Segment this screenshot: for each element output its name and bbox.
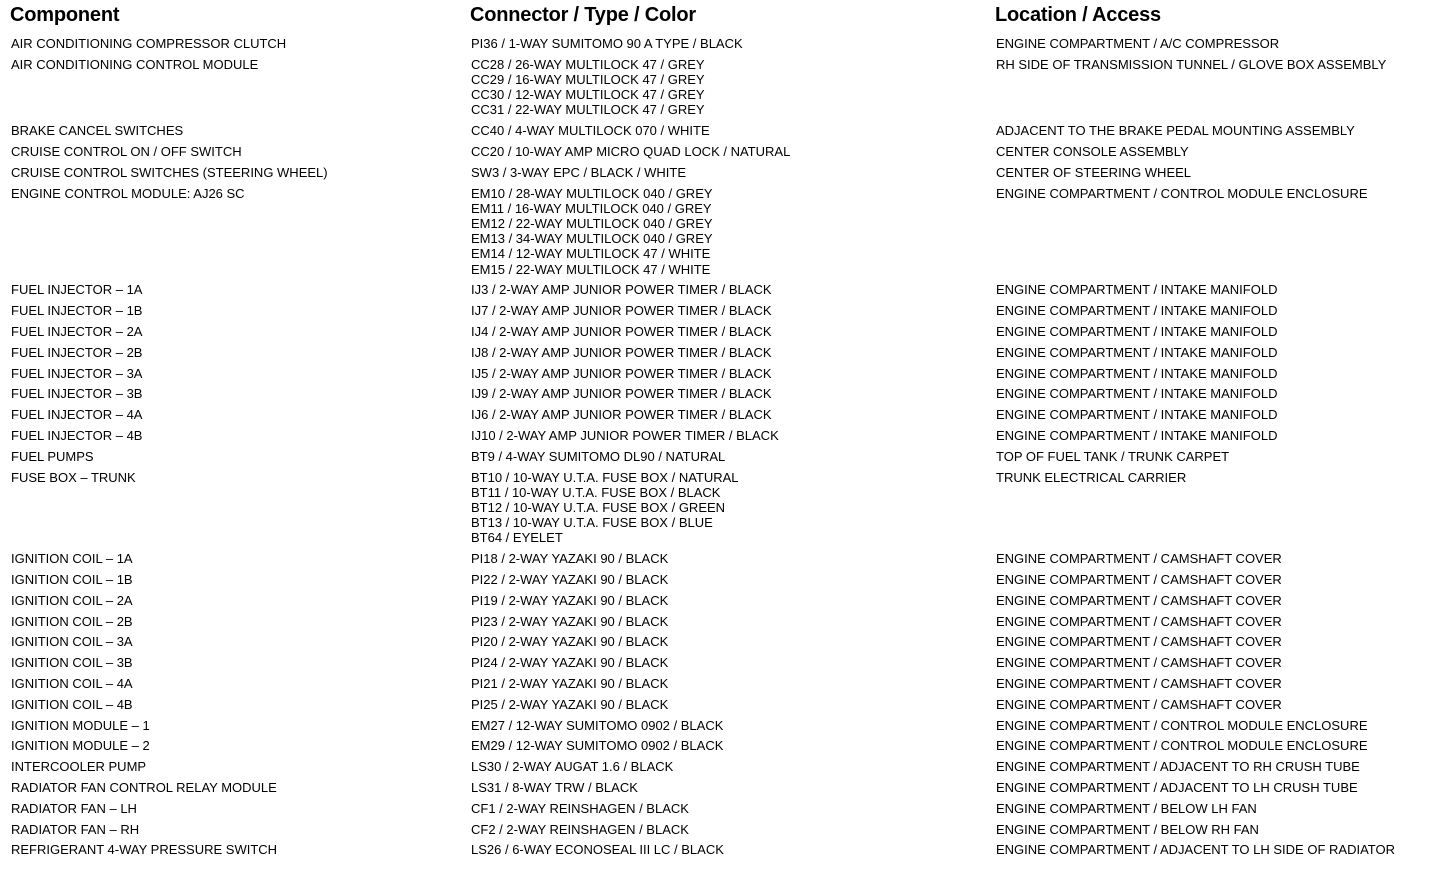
connector-line: LS31 / 8-WAY TRW / BLACK (471, 779, 638, 795)
connector-cell (471, 428, 986, 443)
location-cell: ENGINE COMPARTMENT / CONTROL MODULE ENCLOSURE (996, 185, 1368, 201)
connector-line: LS26 / 6-WAY ECONOSEAL III LC / BLACK (471, 842, 724, 858)
connector-cell (471, 303, 986, 318)
table-row (0, 614, 1456, 635)
connector-cell (471, 676, 986, 691)
table-row (0, 449, 1456, 470)
connector-cell (471, 801, 986, 816)
connector-line: CC29 / 16-WAY MULTILOCK 47 / GREY (471, 72, 705, 87)
table-row (0, 186, 1456, 283)
table-row (0, 428, 1456, 449)
component-cell: IGNITION COIL – 3A (11, 634, 133, 650)
component-cell: FUEL INJECTOR – 3B (11, 386, 143, 402)
connector-line: EM14 / 12-WAY MULTILOCK 47 / WHITE (471, 246, 711, 262)
location-cell: ENGINE COMPARTMENT / INTAKE MANIFOLD (996, 282, 1278, 298)
component-cell: FUSE BOX – TRUNK (11, 469, 136, 485)
connector-line: PI36 / 1-WAY SUMITOMO 90 A TYPE / BLACK (471, 36, 743, 51)
connector-line: IJ6 / 2-WAY AMP JUNIOR POWER TIMER / BLACK (471, 407, 772, 423)
connector-line: BT9 / 4-WAY SUMITOMO DL90 / NATURAL (471, 448, 726, 464)
table-row (0, 165, 1456, 186)
connector-line: EM10 / 28-WAY MULTILOCK 040 / GREY (471, 185, 713, 201)
connector-line: EM11 / 16-WAY MULTILOCK 040 / GREY (471, 200, 712, 216)
connector-line: LS30 / 2-WAY AUGAT 1.6 / BLACK (471, 759, 674, 775)
connector-line: CF2 / 2-WAY REINSHAGEN / BLACK (471, 821, 689, 837)
connector-line: CC20 / 10-WAY AMP MICRO QUAD LOCK / NATURAL (471, 143, 791, 159)
table-row (0, 36, 1456, 57)
component-cell: FUEL INJECTOR – 2B (11, 344, 143, 360)
table-row (0, 697, 1456, 718)
location-cell: ENGINE COMPARTMENT / CAMSHAFT COVER (996, 696, 1282, 712)
header-component: Component (10, 4, 120, 26)
connector-cell (471, 780, 986, 795)
component-cell: AIR CONDITIONING COMPRESSOR CLUTCH (11, 36, 287, 51)
component-cell: IGNITION COIL – 1B (11, 571, 133, 587)
connector-line: CC30 / 12-WAY MULTILOCK 47 / GREY (471, 87, 705, 103)
table-row (0, 144, 1456, 165)
connector-cell (471, 386, 986, 401)
location-cell: ENGINE COMPARTMENT / ADJACENT TO RH CRUSH TUBE (996, 759, 1360, 775)
connector-cell (471, 282, 986, 297)
table-row (0, 822, 1456, 843)
table-row (0, 655, 1456, 676)
component-cell: IGNITION COIL – 1A (11, 551, 133, 567)
connector-line: PI20 / 2-WAY YAZAKI 90 / BLACK (471, 634, 669, 650)
component-cell: FUEL INJECTOR – 1A (11, 282, 143, 298)
connector-line: EM13 / 34-WAY MULTILOCK 040 / GREY (471, 231, 713, 247)
connector-line: BT64 / EYELET (471, 530, 563, 546)
connector-line: PI19 / 2-WAY YAZAKI 90 / BLACK (471, 592, 669, 608)
component-cell: FUEL INJECTOR – 4B (11, 427, 143, 443)
connector-cell (471, 407, 986, 422)
table-row (0, 593, 1456, 614)
table-row (0, 366, 1456, 387)
location-cell: TRUNK ELECTRICAL CARRIER (996, 469, 1187, 485)
table-row (0, 386, 1456, 407)
location-cell: ADJACENT TO THE BRAKE PEDAL MOUNTING ASSEMBLY (996, 123, 1355, 139)
connector-line: PI21 / 2-WAY YAZAKI 90 / BLACK (471, 675, 669, 691)
table-row (0, 123, 1456, 144)
table-row (0, 676, 1456, 697)
connector-line: EM27 / 12-WAY SUMITOMO 0902 / BLACK (471, 717, 724, 733)
connector-line: BT10 / 10-WAY U.T.A. FUSE BOX / NATURAL (471, 469, 739, 485)
connector-line: BT13 / 10-WAY U.T.A. FUSE BOX / BLUE (471, 515, 713, 531)
component-cell: ENGINE CONTROL MODULE: AJ26 SC (11, 185, 245, 201)
connector-line: PI25 / 2-WAY YAZAKI 90 / BLACK (471, 696, 669, 712)
connector-cell (471, 345, 986, 360)
connector-cell (471, 572, 986, 587)
component-cell: REFRIGERANT 4-WAY PRESSURE SWITCH (11, 842, 278, 858)
connector-line: BT12 / 10-WAY U.T.A. FUSE BOX / GREEN (471, 499, 726, 515)
location-cell: ENGINE COMPARTMENT / CAMSHAFT COVER (996, 634, 1282, 650)
connector-line: CF1 / 2-WAY REINSHAGEN / BLACK (471, 800, 689, 816)
connector-cell (471, 36, 986, 51)
connector-line: IJ8 / 2-WAY AMP JUNIOR POWER TIMER / BLACK (471, 344, 772, 360)
connector-cell (471, 165, 986, 180)
connector-line: IJ5 / 2-WAY AMP JUNIOR POWER TIMER / BLACK (471, 365, 772, 381)
table-row (0, 407, 1456, 428)
connector-line: BT11 / 10-WAY U.T.A. FUSE BOX / BLACK (471, 484, 721, 500)
location-cell: ENGINE COMPARTMENT / BELOW LH FAN (996, 800, 1257, 816)
table-row (0, 842, 1456, 863)
component-cell: IGNITION COIL – 4A (11, 675, 133, 691)
component-cell: FUEL INJECTOR – 3A (11, 365, 143, 381)
location-cell: ENGINE COMPARTMENT / CONTROL MODULE ENCLOSURE (996, 738, 1368, 754)
component-cell: IGNITION MODULE – 2 (11, 738, 150, 754)
component-cell: FUEL PUMPS (11, 448, 94, 464)
connector-line: PI24 / 2-WAY YAZAKI 90 / BLACK (471, 655, 669, 671)
table-row (0, 57, 1456, 123)
connector-line: PI18 / 2-WAY YAZAKI 90 / BLACK (471, 551, 669, 567)
connector-line: EM29 / 12-WAY SUMITOMO 0902 / BLACK (471, 738, 724, 754)
component-cell: RADIATOR FAN CONTROL RELAY MODULE (11, 779, 277, 795)
connector-cell (471, 738, 986, 753)
connector-cell (471, 593, 986, 608)
connector-line: CC28 / 26-WAY MULTILOCK 47 / GREY (471, 56, 705, 72)
component-cell: IGNITION COIL – 4B (11, 696, 133, 712)
connector-line: CC40 / 4-WAY MULTILOCK 070 / WHITE (471, 123, 710, 139)
connector-cell (471, 697, 986, 712)
location-cell: ENGINE COMPARTMENT / A/C COMPRESSOR (996, 36, 1280, 51)
connector-cell (471, 144, 986, 159)
component-cell: AIR CONDITIONING CONTROL MODULE (11, 56, 259, 72)
connector-line: PI22 / 2-WAY YAZAKI 90 / BLACK (471, 571, 669, 587)
table-row (0, 718, 1456, 739)
table-body (0, 36, 1456, 863)
location-cell: ENGINE COMPARTMENT / CAMSHAFT COVER (996, 571, 1282, 587)
header-location: Location / Access (995, 4, 1161, 26)
component-cell: IGNITION COIL – 3B (11, 655, 133, 671)
location-cell: ENGINE COMPARTMENT / CAMSHAFT COVER (996, 675, 1282, 691)
location-cell: ENGINE COMPARTMENT / INTAKE MANIFOLD (996, 303, 1278, 319)
connector-cell (471, 759, 986, 774)
header-connector: Connector / Type / Color (470, 4, 696, 26)
connector-cell (471, 186, 986, 277)
connector-cell (471, 822, 986, 837)
location-cell: ENGINE COMPARTMENT / ADJACENT TO LH CRUSH TUBE (996, 779, 1358, 795)
component-cell: BRAKE CANCEL SWITCHES (11, 123, 184, 139)
connector-line: EM15 / 22-WAY MULTILOCK 47 / WHITE (471, 261, 711, 277)
connector-cell (471, 366, 986, 381)
connector-line: IJ7 / 2-WAY AMP JUNIOR POWER TIMER / BLACK (471, 303, 772, 319)
table-row (0, 551, 1456, 572)
location-cell: ENGINE COMPARTMENT / INTAKE MANIFOLD (996, 365, 1278, 381)
location-cell: ENGINE COMPARTMENT / CAMSHAFT COVER (996, 613, 1282, 629)
component-cell: CRUISE CONTROL ON / OFF SWITCH (11, 143, 242, 159)
location-cell: ENGINE COMPARTMENT / INTAKE MANIFOLD (996, 427, 1278, 443)
table-row (0, 780, 1456, 801)
component-cell: RADIATOR FAN – RH (11, 821, 140, 837)
table-row (0, 282, 1456, 303)
table-row (0, 303, 1456, 324)
location-cell: ENGINE COMPARTMENT / CAMSHAFT COVER (996, 592, 1282, 608)
location-cell: CENTER CONSOLE ASSEMBLY (996, 143, 1189, 159)
location-cell: CENTER OF STEERING WHEEL (996, 164, 1192, 180)
connector-cell (471, 634, 986, 649)
connector-line: SW3 / 3-WAY EPC / BLACK / WHITE (471, 164, 687, 180)
connector-cell (471, 842, 986, 857)
location-cell: ENGINE COMPARTMENT / INTAKE MANIFOLD (996, 344, 1278, 360)
table-row (0, 470, 1456, 552)
location-cell: ENGINE COMPARTMENT / INTAKE MANIFOLD (996, 323, 1278, 339)
connector-cell (471, 123, 986, 138)
location-cell: ENGINE COMPARTMENT / ADJACENT TO LH SIDE OF RADIATOR (996, 842, 1395, 858)
component-cell: IGNITION COIL – 2A (11, 592, 133, 608)
component-cell: INTERCOOLER PUMP (11, 759, 147, 775)
component-cell: FUEL INJECTOR – 1B (11, 303, 143, 319)
connector-line: IJ4 / 2-WAY AMP JUNIOR POWER TIMER / BLACK (471, 323, 772, 339)
connector-line: IJ3 / 2-WAY AMP JUNIOR POWER TIMER / BLACK (471, 282, 772, 298)
table-row (0, 634, 1456, 655)
table-row (0, 572, 1456, 593)
component-cell: CRUISE CONTROL SWITCHES (STEERING WHEEL) (11, 164, 328, 180)
connector-line: PI23 / 2-WAY YAZAKI 90 / BLACK (471, 613, 669, 629)
location-cell: TOP OF FUEL TANK / TRUNK CARPET (996, 448, 1230, 464)
location-cell: ENGINE COMPARTMENT / CAMSHAFT COVER (996, 551, 1282, 567)
connector-line: IJ10 / 2-WAY AMP JUNIOR POWER TIMER / BLACK (471, 427, 779, 443)
location-cell: RH SIDE OF TRANSMISSION TUNNEL / GLOVE BOX ASSEMBLY (996, 56, 1387, 72)
component-cell: FUEL INJECTOR – 2A (11, 323, 143, 339)
connector-cell (471, 57, 986, 118)
connector-line: CC31 / 22-WAY MULTILOCK 47 / GREY (471, 102, 705, 118)
connector-line: EM12 / 22-WAY MULTILOCK 040 / GREY (471, 215, 713, 231)
table-row (0, 324, 1456, 345)
location-cell: ENGINE COMPARTMENT / CAMSHAFT COVER (996, 655, 1282, 671)
table-row (0, 759, 1456, 780)
component-cell: RADIATOR FAN – LH (11, 800, 137, 816)
location-cell: ENGINE COMPARTMENT / CONTROL MODULE ENCLOSURE (996, 717, 1368, 733)
connector-cell (471, 324, 986, 339)
connector-cell (471, 470, 986, 546)
connector-cell (471, 449, 986, 464)
location-cell: ENGINE COMPARTMENT / BELOW RH FAN (996, 821, 1259, 837)
table-row (0, 345, 1456, 366)
component-cell: IGNITION MODULE – 1 (11, 717, 150, 733)
connector-line: IJ9 / 2-WAY AMP JUNIOR POWER TIMER / BLACK (471, 386, 772, 402)
location-cell: ENGINE COMPARTMENT / INTAKE MANIFOLD (996, 386, 1278, 402)
connector-cell (471, 718, 986, 733)
connector-cell (471, 551, 986, 566)
table-row (0, 738, 1456, 759)
connector-cell (471, 655, 986, 670)
component-cell: FUEL INJECTOR – 4A (11, 407, 143, 423)
location-cell: ENGINE COMPARTMENT / INTAKE MANIFOLD (996, 407, 1278, 423)
component-cell: IGNITION COIL – 2B (11, 613, 133, 629)
connector-cell (471, 614, 986, 629)
table-row (0, 801, 1456, 822)
